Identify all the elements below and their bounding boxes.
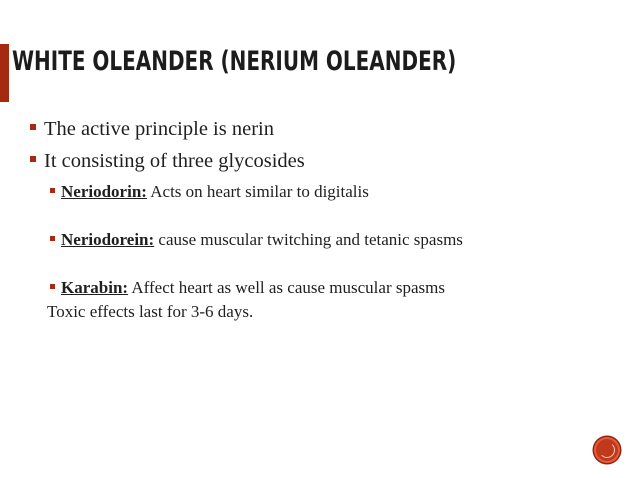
sub-bullet-term: Karabin: [61,278,129,297]
sub-bullet-term: Neriodorin: [61,182,147,201]
bullet-item [24,146,624,176]
square-bullet-icon [50,188,55,193]
sub-bullet-term: Neriodorein: [61,230,155,249]
title-accent-bar [0,44,9,102]
square-bullet-icon [50,284,55,289]
slide-title: WHITE OLEANDER (NERIUM OLEANDER) [12,46,457,77]
bullet-text: It consisting of three glycosides [44,150,305,172]
sub-bullet-item [24,276,624,299]
slide-content [24,114,624,323]
square-bullet-icon [50,236,55,241]
square-bullet-icon [30,124,36,130]
square-bullet-icon [30,156,36,162]
sub-bullet-item [24,228,624,251]
bullet-item [24,114,624,144]
sub-bullet-text: cause muscular twitching and tetanic spasms [154,230,463,249]
arc-decoration [599,442,615,458]
sub-bullet-item [24,180,624,203]
note-text: Toxic effects last for 3-6 days. [47,302,254,321]
circle-nav-icon[interactable] [594,437,620,463]
bullet-text: The active principle is nerin [44,118,274,140]
sub-bullet-text: Acts on heart similar to digitalis [146,182,369,201]
sub-bullet-text: Affect heart as well as cause muscular spasms [128,278,445,297]
